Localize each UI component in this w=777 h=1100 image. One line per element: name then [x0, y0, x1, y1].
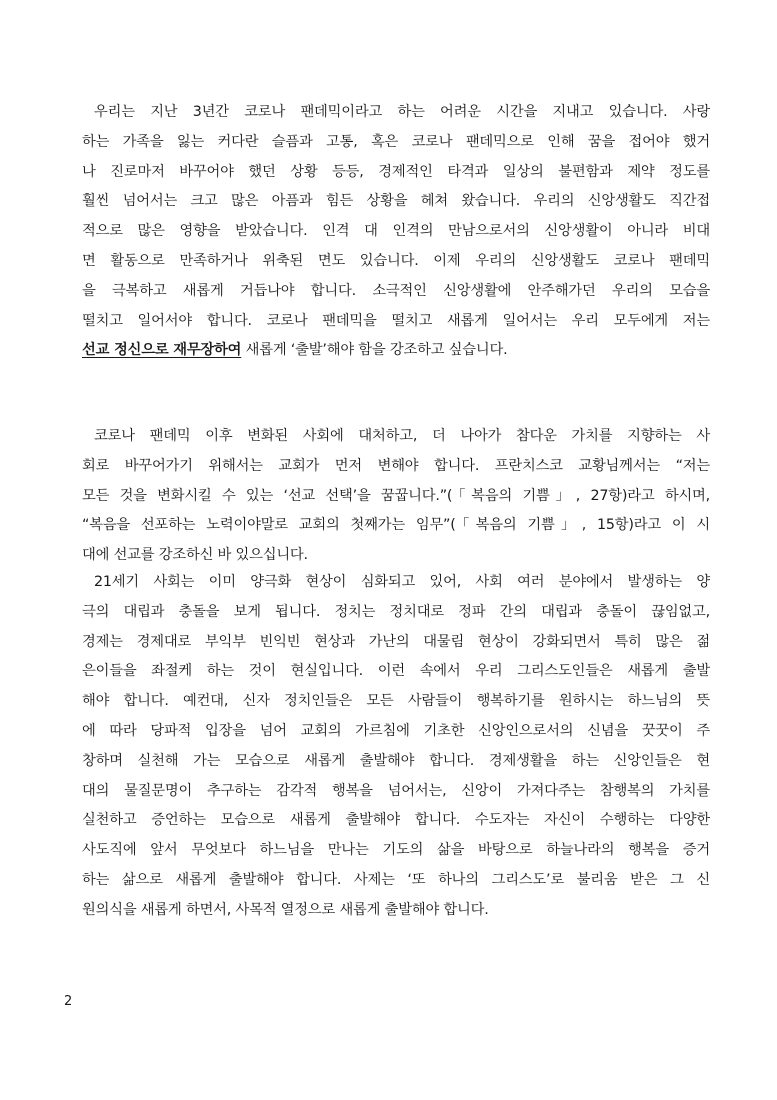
paragraph-1-line: 면 활동으로 만족하거나 위축된 면도 있습니다. 이제 우리의 신앙생활도 코로나 팬데믹	[82, 252, 710, 269]
paragraph-3-line: 하는 삶으로 새롭게 출발해야 합니다. 사제는 ‘또 하나의 그리스도’로 불리움 받은 그 신	[82, 871, 710, 888]
page-number: 2	[64, 994, 73, 1009]
paragraph-2-line: “복음을 선포하는 노력이야말로 교회의 첫째가는 임무”(「복음의 기쁨」, 15항)라고 이 시	[82, 517, 710, 534]
paragraph-3	[82, 568, 710, 926]
paragraph-3-line: 해야 합니다. 예컨대, 신자 정치인들은 모든 사람들이 행복하기를 원하시는 하느님의 뜻	[82, 693, 710, 710]
paragraph-3-line: 21세기 사회는 이미 양극화 현상이 심화되고 있어, 사회 여러 분야에서 발생하는 양	[94, 574, 710, 590]
paragraph-1	[82, 98, 710, 366]
paragraph-1-line: 훨씬 넘어서는 크고 많은 아픔과 힘든 상황을 헤쳐 왔습니다. 우리의 신앙생활도 직간접	[82, 193, 710, 210]
paragraph-3-line: 에 따라 당파적 입장을 넘어 교회의 가르침에 기초한 신앙인으로서의 신념을 꿋꿋이 주	[82, 722, 710, 739]
paragraph-2-line: 대에 선교를 강조하신 바 있으십니다.	[82, 547, 308, 564]
paragraph-1-last-line	[82, 336, 710, 366]
paragraph-3-line: 은이들을 좌절케 하는 것이 현실입니다. 이런 속에서 우리 그리스도인들은 새롭게 출발	[82, 663, 710, 680]
paragraph-3-line: 사도직에 앞서 무엇보다 하느님을 만나는 기도의 삶을 바탕으로 하늘나라의 행복을 증거	[82, 842, 710, 859]
paragraph-1-line: 적으로 많은 영향을 받았습니다. 인격 대 인격의 만남으로서의 신앙생활이 아니라 비대	[82, 223, 710, 240]
paragraph-1-last-line-rest: 새롭게 ‘출발’해야 함을 강조하고 싶습니다.	[241, 342, 508, 359]
paragraph-2-line: 회로 바꾸어가기 위해서는 교회가 먼저 변해야 합니다. 프란치스코 교황님께서는 “저는	[82, 457, 710, 474]
paragraph-3-line: 원의식을 새롭게 하면서, 사목적 열정으로 새롭게 출발해야 합니다.	[82, 901, 489, 918]
paragraph-1-line: 하는 가족을 잃는 커다란 슬픔과 고통, 혹은 코로나 팬데믹으로 인해 꿈을 접어야 했거	[82, 133, 710, 150]
paragraph-3-line: 실천하고 증언하는 모습으로 새롭게 출발해야 합니다. 수도자는 자신이 수행하는 다양한	[82, 812, 710, 829]
paragraph-3-line: 대의 물질문명이 추구하는 감각적 행복을 넘어서는, 신앙이 가져다주는 참행복의 가치를	[82, 782, 710, 799]
emphasized-phrase: 선교 정신으로 재무장하여	[82, 342, 242, 359]
paragraph-2-line: 모든 것을 변화시킬 수 있는 ‘선교 선택’을 꿈꿉니다.”(「복음의 기쁨」, 27항)라고 하시며,	[82, 487, 710, 504]
paragraph-3-line: 극의 대립과 충돌을 보게 됩니다. 정치는 정치대로 정파 간의 대립과 충돌이 끊임없고,	[82, 603, 710, 620]
paragraph-1-line: 나 진로마저 바꾸어야 했던 상황 등등, 경제적인 타격과 일상의 불편함과 제약 정도를	[82, 163, 710, 180]
paragraph-1-line: 우리는 지난 3년간 코로나 팬데믹이라고 하는 어려운 시간을 지내고 있습니다. 사랑	[94, 104, 710, 120]
paragraph-1-line: 을 극복하고 새롭게 거듭나야 합니다. 소극적인 신앙생활에 안주해가던 우리의 모습을	[82, 282, 710, 299]
paragraph-2-line: 코로나 팬데믹 이후 변화된 사회에 대처하고, 더 나아가 참다운 가치를 지향하는 사	[94, 428, 710, 444]
paragraph-2	[82, 422, 710, 571]
paragraph-3-line: 경제는 경제대로 부익부 빈익빈 현상과 가난의 대물림 현상이 강화되면서 특히 많은 젊	[82, 633, 710, 650]
paragraph-1-line: 떨치고 일어서야 합니다. 코로나 팬데믹을 떨치고 새롭게 일어서는 우리 모두에게 저는	[82, 312, 710, 329]
paragraph-3-line: 창하며 실천해 가는 모습으로 새롭게 출발해야 합니다. 경제생활을 하는 신앙인들은 현	[82, 752, 710, 769]
